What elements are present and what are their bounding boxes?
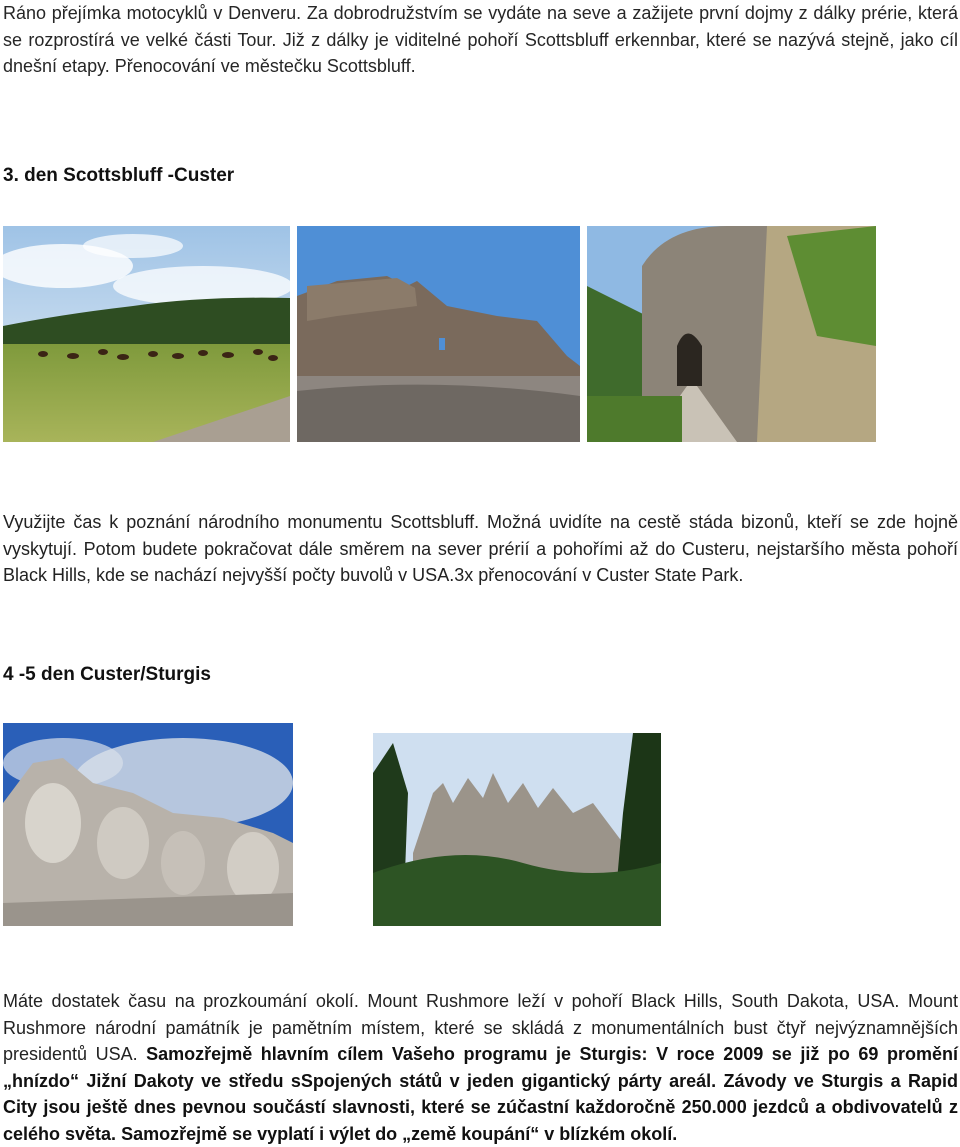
rock-tunnel-road-photo [587, 226, 876, 442]
intro-paragraph: Ráno přejímka motocyklů v Denveru. Za dobrodružstvím se vydáte na seve a zažijete první dojmy z dálky prérie, která se rozprostírá ve velké části Tour. Již z dálky je viditelné pohoří Scottsbluff erkennbar, které se nazývá stejně, jako cíl dnešní etapy. Přenocování ve městečku Scottsbluff. [3, 3, 958, 76]
day3-heading: 3. den Scottsbluff -Custer [3, 165, 235, 186]
crazy-horse-monument-photo [297, 226, 580, 442]
day45-paragraph-plain: Máte dostatek času na prozkoumání okolí. Mount Rushmore leží v pohoří Black Hills, South Dakota, USA. Mount Rushmore národní památník je pamětním místem, které se skládá z monumentálních bust čtyř nejvýznamnějších presidentů USA. [3, 991, 958, 1064]
day45-paragraph-bold: Samozřejmě hlavním cílem Vašeho programu je Sturgis: V roce 2009 se již po 69 promění „hnízdo“ Jižní Dakoty ve středu sSpojených států v jeden gigantický párty areál. Závody ve Sturgis a Rapid City jsou ještě dnes pevnou součástí slavnosti, které se zúčastní každoročně 250.000 jezdců a obdivovatelů z celého světa. Samozřejmě se vyplatí i výlet do „země koupání“ v blízkém okolí. [3, 1044, 958, 1144]
needles-rock-spires-photo [373, 733, 661, 926]
prairie-bison-photo [3, 226, 290, 442]
day45-heading: 4 -5 den Custer/Sturgis [3, 664, 211, 685]
day3-paragraph: Využijte čas k poznání národního monumentu Scottsbluff. Možná uvidíte na cestě stáda bizonů, kteří se zde hojně vyskytují. Potom budete pokračovat dále směrem na sever prérií a pohořími až do Custeru, nejstaršího města pohoří Black Hills, kde se nachází nejvyšší počty buvolů v USA.3x přenocování v Custer State Park. [3, 512, 958, 585]
mount-rushmore-photo [3, 723, 293, 926]
day45-paragraph [3, 988, 958, 1147]
